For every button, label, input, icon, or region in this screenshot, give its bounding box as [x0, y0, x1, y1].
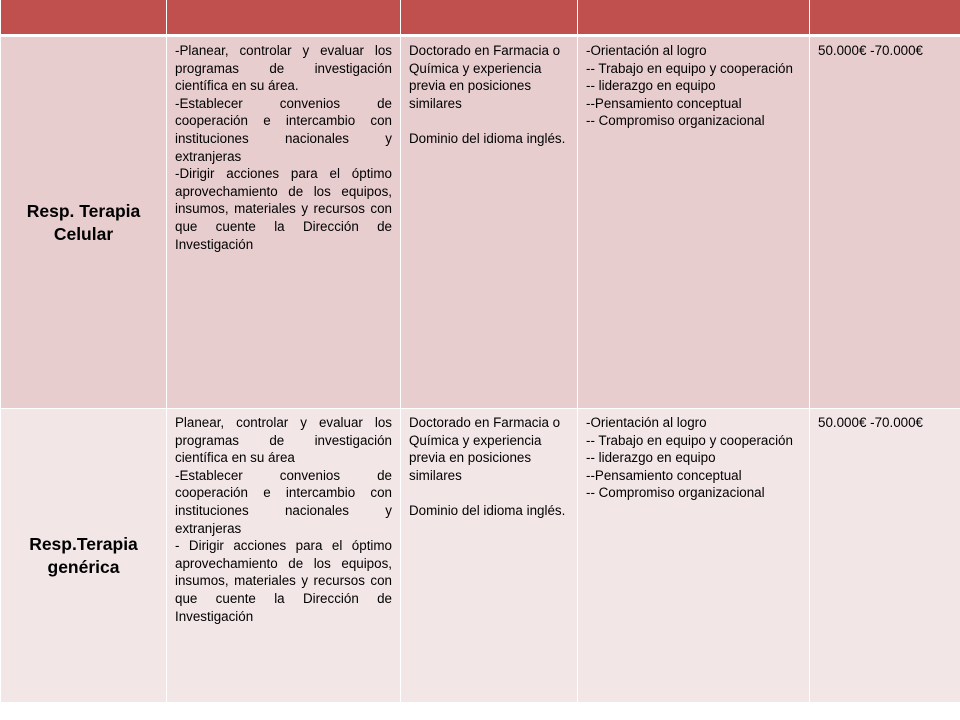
salary-range: 50.000€ -70.000€	[818, 415, 923, 430]
function-item: -Establecer convenios de cooperación e intercambio con instituciones nacionales y extranjeras	[175, 95, 392, 164]
competency-item: --Pensamiento conceptual	[586, 95, 742, 111]
competencies-cell	[578, 36, 810, 409]
role-cell	[1, 36, 167, 409]
function-item: -Dirigir acciones para el óptimo aprovechamiento de los equipos, insumos, materiales y recursos con que cuente la Dirección de Investigación	[175, 166, 392, 252]
requirements-cell	[401, 409, 578, 703]
requirements-cell	[401, 36, 578, 409]
role-title: Resp. Terapia Celular	[26, 201, 141, 244]
header-cell-requirements	[401, 0, 578, 36]
requirement-item: Doctorado en Farmacia o Química y experiencia previa en posiciones similares	[409, 43, 561, 111]
role-title: Resp.Terapia genérica	[29, 534, 138, 577]
header-cell-functions	[167, 0, 401, 36]
role-cell	[1, 409, 167, 703]
header-cell-role	[1, 0, 167, 36]
competency-item: -Orientación al logro	[586, 415, 707, 430]
function-item: - Dirigir acciones para el óptimo aprovechamiento de los equipos, insumos, materiales y recursos con que cuente la Dirección de Investigación	[175, 538, 392, 624]
header-cell-competencies	[578, 0, 810, 36]
table-row	[1, 409, 960, 703]
requirement-item: Dominio del idioma inglés.	[409, 130, 566, 146]
function-item: -Establecer convenios de cooperación e intercambio con instituciones nacionales y extranjeras	[175, 467, 392, 536]
competency-item: -- liderazgo en equipo	[586, 78, 716, 94]
table-row	[1, 36, 960, 409]
function-item: -Planear, controlar y evaluar los programas de investigación científica en su área.	[175, 43, 392, 94]
function-item: Planear, controlar y evaluar los programas de investigación científica en su área	[175, 415, 392, 466]
competency-item: -- Compromiso organizacional	[586, 113, 765, 129]
requirement-item: Dominio del idioma inglés.	[409, 502, 566, 518]
competencies-cell	[578, 409, 810, 703]
requirement-item: Doctorado en Farmacia o Química y experiencia previa en posiciones similares	[409, 415, 561, 483]
salary-cell	[810, 409, 960, 703]
table-header-row	[1, 0, 960, 36]
functions-cell	[167, 36, 401, 409]
competency-item: -- Trabajo en equipo y cooperación	[586, 432, 793, 448]
salary-range: 50.000€ -70.000€	[818, 43, 923, 58]
header-cell-salary	[810, 0, 960, 36]
functions-cell	[167, 409, 401, 703]
competency-item: -- liderazgo en equipo	[586, 450, 716, 466]
competency-item: --Pensamiento conceptual	[586, 467, 742, 483]
competency-item: -Orientación al logro	[586, 43, 707, 58]
competency-item: -- Compromiso organizacional	[586, 485, 765, 501]
competency-item: -- Trabajo en equipo y cooperación	[586, 60, 793, 76]
salary-cell	[810, 36, 960, 409]
